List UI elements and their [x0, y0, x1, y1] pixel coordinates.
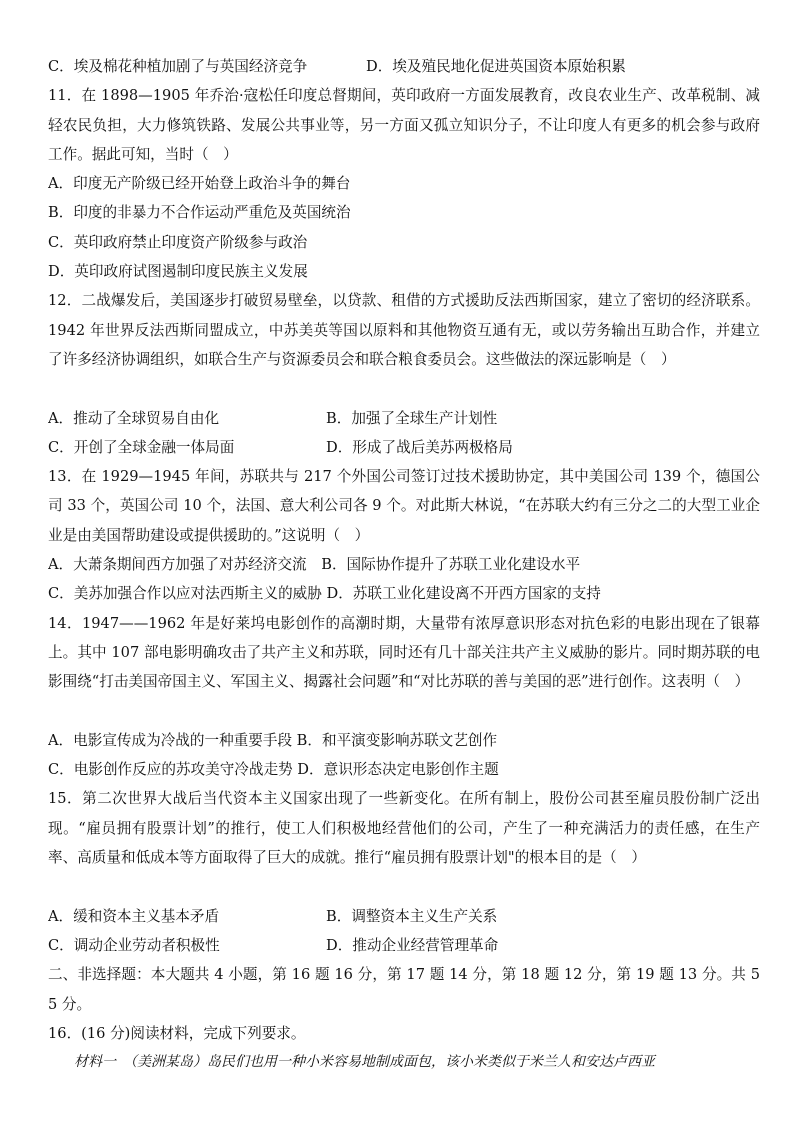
q11-option-d: D．英印政府试图遏制印度民族主义发展: [48, 263, 308, 281]
q10-option-c: C．埃及棉花种植加剧了与英国经济竞争: [48, 58, 308, 75]
q12-option-b: B．加强了全球生产计划性: [326, 409, 498, 427]
q14-options-ab: A．电影宣传成为冷战的一种重要手段 B．和平演变影响苏联文艺创作: [48, 731, 498, 749]
q15-stem: 15．第二次世界大战后当代资本主义国家出现了一些新变化。在所有制上，股份公司甚至雇员股份制广泛出现。“雇员拥有股票计划”的推行，使工人们积极地经营他们的公司，产生了一种充满活力的责任感，在生产率、高质量和低成本等方面取得了巨大的成就。推行“雇员拥有股票计划"的根本目的是（ ）: [48, 790, 760, 867]
q13-options-cd: C．美苏加强合作以应对法西斯主义的威胁 D．苏联工业化建设离不开西方国家的支持: [48, 585, 601, 603]
q12-option-d: D．形成了战后美苏两极格局: [326, 438, 513, 456]
section-2-heading: 二、非选择题：本大题共 4 小题，第 16 题 16 分，第 17 题 14 分，第 18 题 12 分，第 19 题 13 分。共 55 分。: [48, 966, 760, 1013]
q11-stem: 11．在 1898—1905 年乔治·寇松任印度总督期间，英印政府一方面发展教育，改良农业生产、改革税制、减轻农民负担，大力修筑铁路、发展公共事业等，另一方面又孤立知识分子，不让印度人有更多的机会参与政府工作。据此可知，当时（ ）: [48, 87, 760, 163]
q12-options-cd: [48, 433, 760, 462]
q16-stem: 16．(16 分)阅读材料，完成下列要求。: [48, 1024, 306, 1042]
q13-options-ab: A．大萧条期间西方加强了对苏经济交流 B．国际协作提升了苏联工业化建设水平: [48, 556, 581, 574]
q15-options-cd: [48, 931, 760, 960]
q14-options-cd: C．电影创作反应的苏攻美守冷战走势 D．意识形态决定电影创作主题: [48, 761, 499, 779]
q12-stem: 12．二战爆发后，美国逐步打破贸易壁垒，以贷款、租借的方式援助反法西斯国家，建立了密切的经济联系。1942 年世界反法西斯同盟成立，中苏美英等国以原料和其他物资互通有无，或以劳务输出互助合作，并建立了许多经济协调组织，如联合生产与资源委员会和联合粮食委员会。这些做法的深远影响是（ ）: [48, 292, 760, 368]
q12-option-c: C．开创了全球金融一体局面: [48, 438, 235, 456]
q15-option-d: D．推动企业经营管理革命: [326, 936, 499, 954]
q12-option-a: A．推动了全球贸易自由化: [48, 409, 220, 427]
q14-stem: 14．1947——1962 年是好莱坞电影创作的高潮时期，大量带有浓厚意识形态对抗色彩的电影出现在了银幕上。其中 107 部电影明确攻击了共产主义和苏联，同时还有几十部关注共产主义威胁的影片。同时期苏联的电影围绕“打击美国帝国主义、军国主义、揭露社会问题”和“对比苏联的善与美国的恶”进行创作。这表明（ ）: [48, 614, 760, 691]
q15-option-b: B．调整资本主义生产关系: [326, 907, 498, 925]
q13-stem: 13．在 1929—1945 年间，苏联共与 217 个外国公司签订过技术援助协定，其中美国公司 139 个，德国公司 33 个，英国公司 10 个，法国、意大利公司各 9 个。对此斯大林说，“在苏联大约有三分之二的大型工业企业是由美国帮助建设或提供援助的。”这说明（ ）: [48, 468, 760, 544]
exam-page: [48, 52, 760, 1077]
q15-options-ab: [48, 902, 760, 931]
q15-option-a: A．缓和资本主义基本矛盾: [48, 907, 220, 925]
q16-material-1: 材料一 （美洲某岛）岛民们也用一种小米容易地制成面包，该小米类似于米兰人和安达卢西亚: [74, 1054, 655, 1071]
q11-option-c: C．英印政府禁止印度资产阶级参与政治: [48, 233, 308, 251]
q12-options-ab: [48, 404, 760, 433]
q11-option-a: A．印度无产阶级已经开始登上政治斗争的舞台: [48, 175, 351, 193]
q10-option-d: D．埃及殖民地化促进英国资本原始积累: [366, 58, 626, 75]
q15-option-c: C．调动企业劳动者积极性: [48, 936, 220, 954]
q10-options-cd: [48, 52, 760, 81]
q11-option-b: B．印度的非暴力不合作运动严重危及英国统治: [48, 204, 351, 222]
